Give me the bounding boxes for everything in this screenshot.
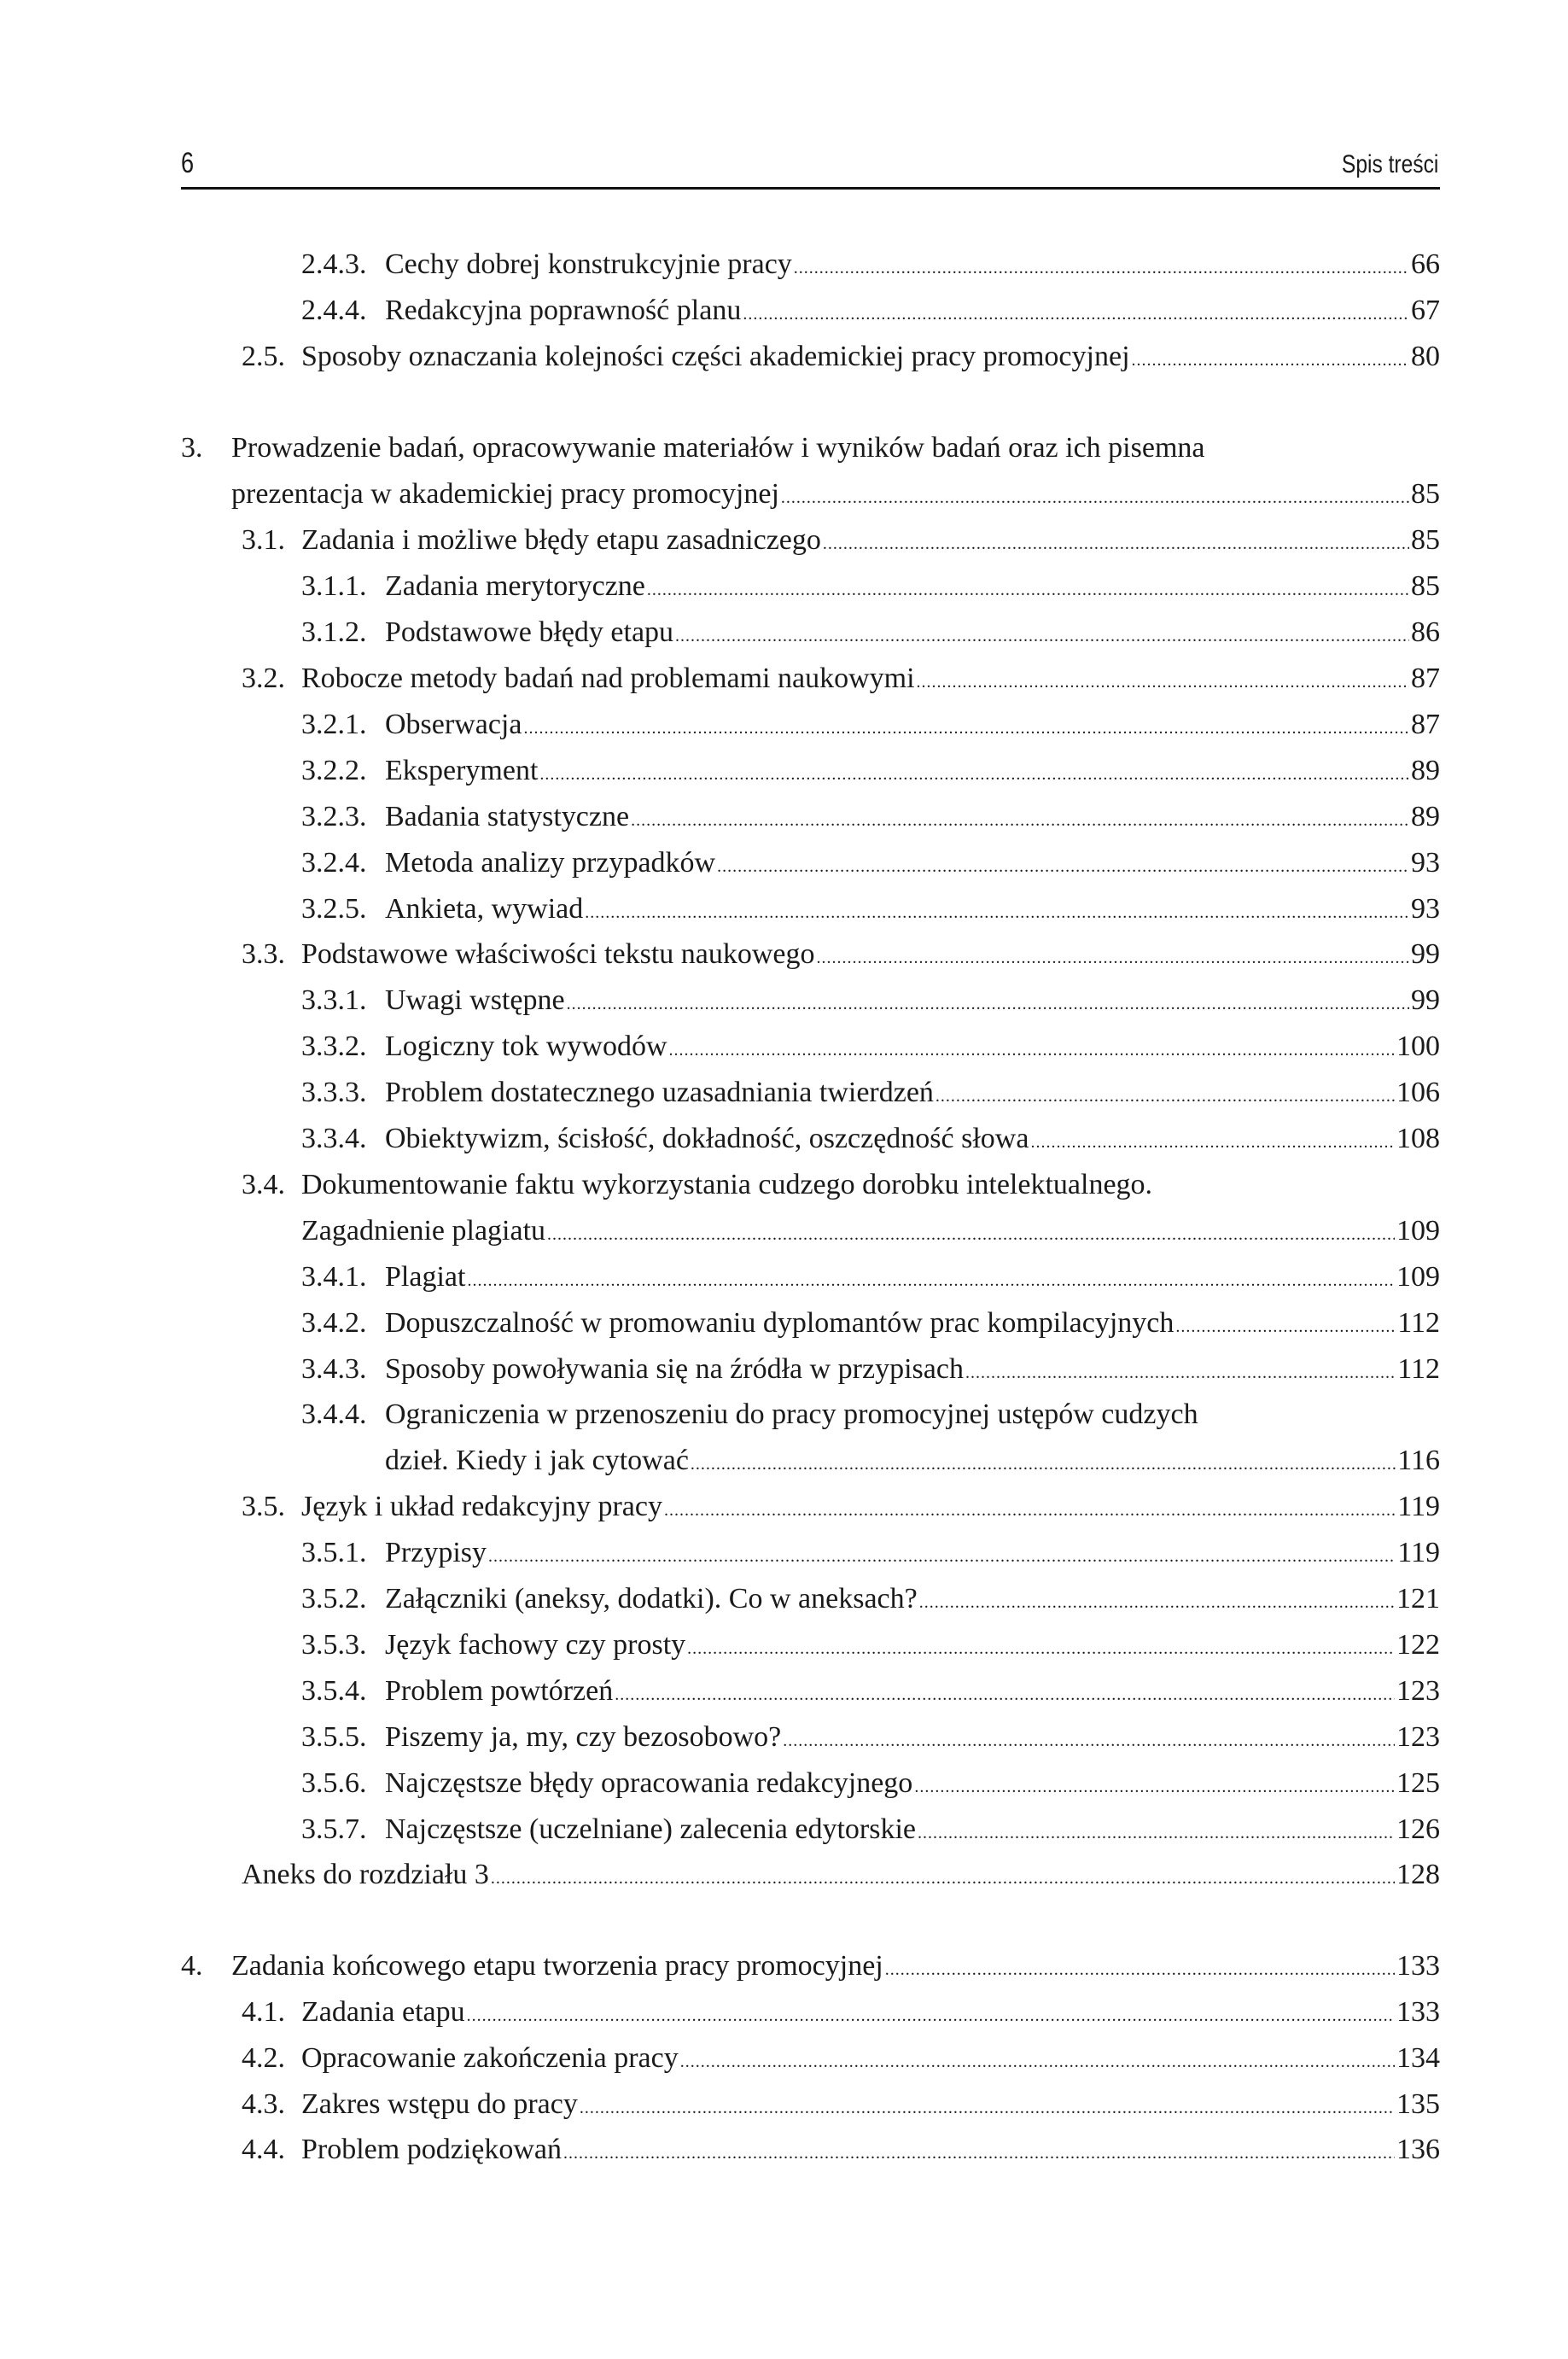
toc-entry-number: 3.4.4. [301,1398,367,1430]
toc-entry-title: Podstawowe właściwości tekstu naukowego [301,938,815,970]
toc-entry[interactable] [0,289,1568,332]
toc-entry-title: Piszemy ja, my, czy bezosobowo? [385,1721,782,1753]
leader-dots [885,1948,1395,1991]
toc-entry-page: 133 [1396,1950,1440,1982]
toc-entry-title: Najczęstsze błędy opracowania redakcyjnego [385,1767,913,1799]
toc-entry-number: 3. [181,432,203,464]
toc-entry-title-line1: Ograniczenia w przenoszeniu do pracy promocyjnej ustępów cudzych [385,1398,1198,1430]
toc-entry-page: 89 [1411,801,1440,832]
toc-entry-page: 136 [1396,2134,1440,2165]
toc-entry-number: 3.3.4. [301,1123,367,1154]
leader-dots [1030,1121,1395,1164]
leader-dots [523,707,1409,750]
leader-dots [580,2087,1395,2129]
toc-entry[interactable] [0,1670,1568,1713]
toc-entry-page: 112 [1397,1353,1440,1385]
toc-entry-page: 134 [1396,2042,1440,2074]
toc-entry-title: Opracowanie zakończenia pracy [301,2042,679,2074]
toc-chapter-entry[interactable] [0,1945,1568,1988]
toc-entry-page: 93 [1411,847,1440,879]
toc-entry-number: 3.1.1. [301,570,367,602]
toc-entry-number: 3.2.5. [301,893,367,925]
toc-entry[interactable] [0,1302,1568,1345]
toc-entry-page: 116 [1397,1445,1440,1476]
toc-entry-page: 85 [1411,524,1440,556]
toc-entry-page: 99 [1411,984,1440,1016]
toc-entry-title: prezentacja w akademickiej pracy promocyjnej [231,478,779,510]
toc-entry-number: 3.5.2. [301,1583,367,1615]
toc-entry-title: Metoda analizy przypadków [385,847,716,879]
toc-entry-page: 125 [1396,1767,1440,1799]
toc-entry-number: 3.5.4. [301,1675,367,1707]
toc-entry-continuation[interactable] [0,473,1568,516]
toc-entry-title: Problem podziękowań [301,2134,562,2165]
toc-entry-page: 93 [1411,893,1440,925]
toc-entry[interactable] [0,704,1568,746]
toc-entry-title: Zakres wstępu do pracy [301,2088,578,2120]
toc-entry-page: 106 [1396,1077,1440,1108]
toc-entry-number: 3.3.2. [301,1031,367,1062]
toc-entry-page: 85 [1411,570,1440,602]
toc-entry[interactable] [0,979,1568,1022]
leader-dots [547,1213,1395,1256]
leader-dots [794,247,1409,289]
leader-dots [539,753,1409,796]
toc-entry-title: Obiektywizm, ścisłość, dokładność, oszczędność słowa [385,1123,1029,1154]
toc-entry-page: 122 [1396,1629,1440,1661]
leader-dots [491,1857,1395,1900]
toc-entry-title: Uwagi wstępne [385,984,565,1016]
toc-entry-page: 89 [1411,755,1440,786]
toc-entry-title: Zadania etapu [301,1996,465,2028]
toc-entry-title: Język fachowy czy prosty [385,1629,686,1661]
toc-entry[interactable] [0,1854,1568,1896]
toc-entry[interactable] [0,1118,1568,1160]
leader-dots [467,1259,1395,1302]
toc-entry[interactable] [0,1991,1568,2034]
toc-entry-title: Problem powtórzeń [385,1675,614,1707]
leader-dots [631,799,1409,842]
toc-entry-continuation[interactable] [0,1439,1568,1482]
toc-entry-title: Cechy dobrej konstrukcyjnie pracy [385,248,792,280]
leader-dots [717,845,1409,888]
leader-dots [919,1581,1395,1624]
toc-entry-page: 86 [1411,616,1440,648]
toc-entry[interactable] [0,2037,1568,2080]
toc-entry-number: 3.5.3. [301,1629,367,1661]
toc-entry[interactable] [0,1164,1568,1206]
toc-entry-title: Obserwacja [385,709,522,740]
toc-entry-page: 67 [1411,295,1440,326]
toc-entry[interactable] [0,1025,1568,1068]
toc-entry-page: 126 [1396,1813,1440,1845]
toc-entry-number: 4.3. [242,2088,285,2120]
toc-entry[interactable] [0,842,1568,885]
toc-entry[interactable] [0,336,1568,378]
toc-entry[interactable] [0,2083,1568,2126]
toc-entry[interactable] [0,933,1568,976]
toc-entry-title: Zadania i możliwe błędy etapu zasadniczego [301,524,821,556]
toc-entry-number: 3.3.3. [301,1077,367,1108]
toc-entry-page: 109 [1396,1261,1440,1293]
toc-entry-title: Ankieta, wywiad [385,893,584,925]
leader-dots [936,1075,1395,1118]
toc-entry-title: Problem dostatecznego uzasadniania twierdzeń [385,1077,934,1108]
leader-dots [691,1443,1396,1486]
leader-dots [783,1720,1395,1762]
toc-entry-number: 4. [181,1950,203,1982]
toc-entry-number: 3.2.2. [301,755,367,786]
toc-entry-number: 3.2. [242,663,285,694]
toc-entry-page: 123 [1396,1675,1440,1707]
toc-entry-page: 85 [1411,478,1440,510]
toc-entry-number: 3.3. [242,938,285,970]
toc-entry-page: 100 [1396,1031,1440,1062]
toc-entry[interactable] [0,1624,1568,1667]
toc-entry-continuation[interactable] [0,1210,1568,1252]
leader-dots [664,1489,1396,1532]
toc-entry[interactable] [0,1808,1568,1851]
toc-entry-page: 80 [1411,341,1440,372]
leader-dots [467,1994,1395,2037]
toc-entry[interactable] [0,519,1568,562]
toc-entry-page: 99 [1411,938,1440,970]
leader-dots [823,523,1409,565]
toc-entry[interactable] [0,1071,1568,1114]
toc-entry-title: Sposoby oznaczania kolejności części akademickiej pracy promocyjnej [301,341,1130,372]
leader-dots [647,569,1409,611]
toc-entry[interactable] [0,1256,1568,1299]
toc-entry-number: 3.5.6. [301,1767,367,1799]
toc-entry-title: Aneks do rozdziału 3 [242,1859,489,1890]
toc-entry[interactable] [0,1578,1568,1620]
toc-entry-page: 121 [1396,1583,1440,1615]
toc-entry[interactable] [0,796,1568,838]
toc-entry-title: Przypisy [385,1537,487,1568]
toc-entry-page: 87 [1411,663,1440,694]
toc-entry-number: 3.5.5. [301,1721,367,1753]
toc-entry[interactable] [0,2128,1568,2171]
toc-entry-page: 109 [1396,1215,1440,1247]
toc-chapter-entry[interactable] [0,427,1568,470]
leader-dots [687,1627,1395,1670]
leader-dots [1132,339,1409,382]
toc-entry-title: Eksperyment [385,755,539,786]
toc-entry-number: 2.4.4. [301,295,367,326]
leader-dots [488,1535,1396,1578]
toc-entry-number: 3.2.1. [301,709,367,740]
header-rule [181,187,1440,190]
toc-entry[interactable] [0,1762,1568,1805]
leader-dots [781,476,1409,519]
toc-entry-title: Podstawowe błędy etapu [385,616,674,648]
toc-entry-title: Plagiat [385,1261,466,1293]
toc-entry-title: Robocze metody badań nad problemami naukowymi [301,663,915,694]
leader-dots [965,1352,1396,1394]
toc-entry[interactable] [0,1393,1568,1436]
toc-entry-number: 3.5. [242,1491,285,1522]
toc-entry[interactable] [0,565,1568,608]
toc-entry[interactable] [0,888,1568,931]
toc-entry-title: Logiczny tok wywodów [385,1031,667,1062]
toc-entry-page: 87 [1411,709,1440,740]
toc-entry-number: 3.4.1. [301,1261,367,1293]
leader-dots [914,1766,1395,1808]
toc-entry-title-line1: Prowadzenie badań, opracowywanie materiałów i wyników badań oraz ich pisemna [231,432,1205,464]
toc-entry-number: 3.5.1. [301,1537,367,1568]
toc-entry-page: 135 [1396,2088,1440,2120]
leader-dots [567,983,1409,1025]
leader-dots [817,937,1409,979]
toc-entry-number: 4.4. [242,2134,285,2165]
toc-entry[interactable] [0,1486,1568,1528]
toc-entry-number: 4.2. [242,2042,285,2074]
toc-entry-page: 133 [1396,1996,1440,2028]
running-head: Spis treści [1341,150,1438,178]
toc-entry-page: 128 [1396,1859,1440,1890]
leader-dots [917,661,1409,704]
toc-entry[interactable] [0,611,1568,654]
toc-entry-title: Załączniki (aneksy, dodatki). Co w aneksach? [385,1583,918,1615]
toc-entry-title: Najczęstsze (uczelniane) zalecenia edytorskie [385,1813,917,1845]
toc-entry[interactable] [0,243,1568,286]
leader-dots [563,2132,1395,2175]
toc-entry-number: 3.2.4. [301,847,367,879]
toc-entry[interactable] [0,1532,1568,1574]
toc-entry-page: 66 [1411,248,1440,280]
toc-entry-number: 2.5. [242,341,285,372]
toc-entry-page: 112 [1397,1307,1440,1339]
page-number: 6 [181,147,195,179]
toc-entry-title: Zadania końcowego etapu tworzenia pracy promocyjnej [231,1950,883,1982]
toc-entry-title: Dopuszczalność w promowaniu dyplomantów prac kompilacyjnych [385,1307,1175,1339]
toc-entry-number: 3.4. [242,1169,285,1200]
toc-entry-number: 3.1. [242,524,285,556]
toc-entry[interactable] [0,1348,1568,1391]
toc-entry-number: 3.2.3. [301,801,367,832]
leader-dots [1175,1305,1396,1348]
toc-entry-title: Redakcyjna poprawność planu [385,295,742,326]
toc-entry-title-line1: Dokumentowanie faktu wykorzystania cudzego dorobku intelektualnego. [301,1169,1153,1200]
toc-entry-title: Zagadnienie plagiatu [301,1215,546,1247]
toc-entry-page: 108 [1396,1123,1440,1154]
toc-entry-number: 2.4.3. [301,248,367,280]
leader-dots [615,1673,1395,1716]
toc-entry[interactable] [0,657,1568,700]
toc-entry-title: Badania statystyczne [385,801,630,832]
toc-entry[interactable] [0,1716,1568,1759]
toc-entry-page: 119 [1397,1491,1440,1522]
leader-dots [585,891,1409,934]
toc-entry-page: 119 [1397,1537,1440,1568]
toc-entry-number: 3.4.3. [301,1353,367,1385]
leader-dots [675,615,1409,657]
toc-entry[interactable] [0,750,1568,792]
toc-entry-title: Sposoby powoływania się na źródła w przypisach [385,1353,964,1385]
leader-dots [743,293,1409,336]
toc-entry-number: 3.4.2. [301,1307,367,1339]
toc-entry-title: Język i układ redakcyjny pracy [301,1491,662,1522]
leader-dots [918,1812,1395,1854]
toc-entry-number: 3.5.7. [301,1813,367,1845]
toc-entry-page: 123 [1396,1721,1440,1753]
toc-entry-title: Zadania merytoryczne [385,570,645,602]
toc-entry-title: dzieł. Kiedy i jak cytować [385,1445,689,1476]
toc-entry-number: 4.1. [242,1996,285,2028]
leader-dots [680,2041,1395,2083]
toc-entry-number: 3.3.1. [301,984,367,1016]
toc-entry-number: 3.1.2. [301,616,367,648]
leader-dots [669,1029,1395,1071]
